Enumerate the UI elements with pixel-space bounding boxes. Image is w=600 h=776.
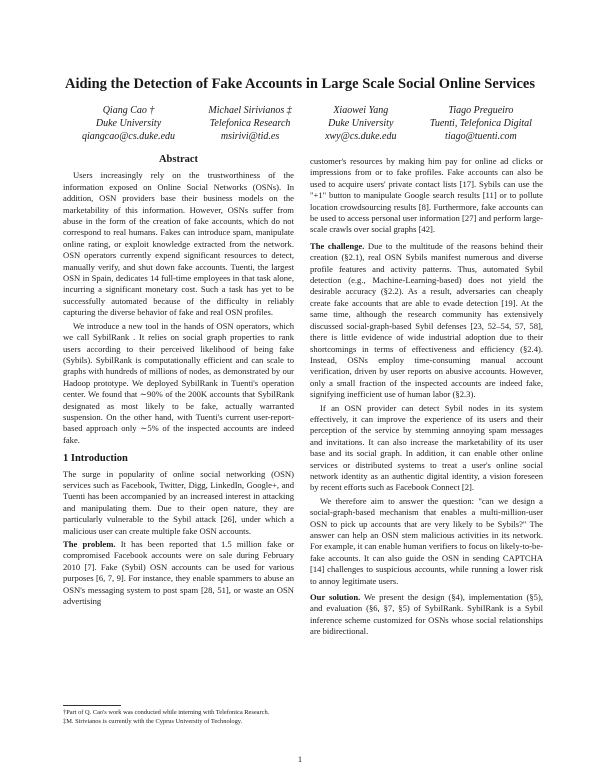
intro-paragraph-1: The surge in popularity of online social networking (OSN) services such as Facebook, Twitter, Digg, LinkedIn, Google+, and Tuenti has been accompanied by an increased interest in attacking and manipulating them. Due to their open nature, they are particularly vulnerable to the Sybil attack [26], under which a malicious user can create multiple fake OSN accounts. bbox=[63, 468, 294, 536]
author-affiliation: Tuenti, Telefonica Digital bbox=[429, 118, 532, 129]
author-email: qiangcao@cs.duke.edu bbox=[82, 131, 176, 142]
solution-paragraph bbox=[310, 592, 543, 638]
footnote-divider bbox=[63, 705, 121, 706]
solution-text: We present the design (§4), implementation (§5), and evaluation (§6, §7, §5) of SybilRank. SybilRank is a Sybil inference scheme customized for OSNs whose social relationships are bidirectional. bbox=[310, 592, 543, 637]
right-paragraph-4: We therefore aim to answer the question: "can we design a social-graph-based mechanism that enables a multi-million-user OSN to pick up accounts that are very likely to be Sybils?" The answer can help an OSN stem malicious activities in its network. For example, it can enable human verifiers to focus on likely-to-be-fake accounts. It can also guide the OSN in sending CAPTCHA [14] challenges to suspicious accounts, while running a lower risk to annoy legitimate users. bbox=[310, 495, 543, 586]
footnote-1: †Part of Q. Cao's work was conducted while interning with Telefonica Research. bbox=[63, 709, 270, 716]
author-email: tiago@tuenti.com bbox=[445, 131, 517, 142]
challenge-paragraph bbox=[310, 241, 543, 401]
author-name: Qiang Cao † bbox=[102, 105, 155, 116]
left-column bbox=[63, 154, 294, 607]
author-email: xwy@cs.duke.edu bbox=[325, 131, 397, 142]
abstract-paragraph-1: Users increasingly rely on the trustworthiness of the information exposed on Online Social Networks (OSNs). In addition, OSN providers base their business models on the marketability of this information. However, OSNs suffer from abuse in the form of the creation of fake accounts, which do not correspond to real humans. Fakes can introduce spam, manipulate online rating, or exploit knowledge extracted from the network. OSN operators currently expend significant resources to detect, manually verify, and shut down fake accounts. Tuenti, the largest OSN in Spain, dedicates 14 full-time employees in that task alone, incurring a significant monetary cost. Such a task has yet to be successfully automated because of the difficulty in reliably capturing the diverse behavior of fake and real OSN profiles. bbox=[63, 170, 294, 318]
right-column bbox=[310, 156, 543, 638]
solution-run-in-heading: Our solution. bbox=[310, 592, 361, 603]
right-paragraph-3: If an OSN provider can detect Sybil nodes in its system effectively, it can improve the experience of its users and their perception of the service by stemming annoying spam messages and invitations. It can also increase the marketability of its user base and its social graph. In addition, it can enable other online services or distributed systems to treat a user's online social network identity as an authentic digital identity, a vision foreseen by recent efforts such as Facebook Connect [2]. bbox=[310, 402, 543, 493]
problem-text: It has been reported that 1.5 million fake or compromised Facebook accounts were on sale during February 2010 [7]. Fake (Sybil) OSN accounts can be used for various purposes [6, 7, 9]. For instance, they enable spammers to abuse an OSN's messaging system to post spam [28, 51], or waste an OSN advertising bbox=[63, 539, 294, 607]
challenge-text: Due to the multitude of the reasons behind their creation (§2.1), real OSN Sybils manifest numerous and diverse profile features and activity patterns. Thus, automated Sybil detection (e.g., Machine-Learning-based) does not yield the desirable accuracy (§2.2). As a result, adversaries can cheaply create fake accounts that are able to evade detection [19]. At the same time, although the research community has extensively discussed social-graph-based Sybil defenses [23, 52–54, 57, 58], there is little evidence of wide industrial adoption due to their shortcomings in terms of effectiveness and efficiency (§2.4). Instead, OSNs employ time-consuming manual account verification, driven by user reports on abusive accounts. However, only a small fraction of the inspected accounts are indeed fake, signifying inefficient use of human labor (§2.3). bbox=[310, 240, 543, 400]
right-paragraph-1: customer's resources by making him pay for online ad clicks or impressions from or to fake profiles. Fake accounts can also be used to acquire users' private contact lists [17]. Sybils can use the "+1" button to manipulate Google search results [11] or to pollute location crowdsourcing results [8]. Furthermore, fake accounts can be used to access personal user information [27] and perform large-scale crawls over social graphs [42]. bbox=[310, 156, 543, 235]
author-name: Michael Sirivianos ‡ bbox=[208, 105, 292, 116]
abstract-paragraph-2: We introduce a new tool in the hands of OSN operators, which we call SybilRank . It relies on social graph properties to rank users according to their perceived likelihood of being fake (Sybils). SybilRank is computationally efficient and can scale to graphs with hundreds of millions of nodes, as demonstrated by our Hadoop prototype. We deployed SybilRank in Tuenti's operation center. We found that ∼90% of the 200K accounts that SybilRank designated as most likely to be fake, actually warranted suspension. On the other hand, with Tuenti's current user-report-based approach only ∼5% of the inspected accounts are indeed fake. bbox=[63, 320, 294, 445]
author-2 bbox=[208, 104, 291, 143]
author-name: Tiago Pregueiro bbox=[448, 105, 514, 116]
author-3 bbox=[325, 104, 396, 143]
footnote-2: ‡M. Sirivianos is currently with the Cyprus University of Technology. bbox=[63, 717, 243, 725]
challenge-run-in-heading: The challenge. bbox=[310, 240, 365, 251]
author-name: Xiaowei Yang bbox=[333, 105, 389, 116]
paper-title: Aiding the Detection of Fake Accounts in Large Scale Social Online Services bbox=[64, 76, 535, 92]
introduction-heading: 1 Introduction bbox=[63, 453, 128, 465]
author-4 bbox=[430, 104, 532, 143]
author-affiliation: Duke University bbox=[328, 118, 394, 129]
author-affiliation: Telefonica Research bbox=[209, 118, 291, 129]
page-number: 1 bbox=[297, 754, 303, 764]
author-email: msirivi@tid.es bbox=[220, 131, 280, 142]
footnotes bbox=[63, 709, 294, 726]
problem-paragraph bbox=[63, 539, 294, 607]
author-1 bbox=[82, 104, 175, 143]
author-affiliation: Duke University bbox=[95, 118, 162, 129]
problem-run-in-heading: The problem. bbox=[63, 539, 116, 549]
author-block bbox=[82, 104, 532, 143]
abstract-heading: Abstract bbox=[158, 154, 199, 165]
